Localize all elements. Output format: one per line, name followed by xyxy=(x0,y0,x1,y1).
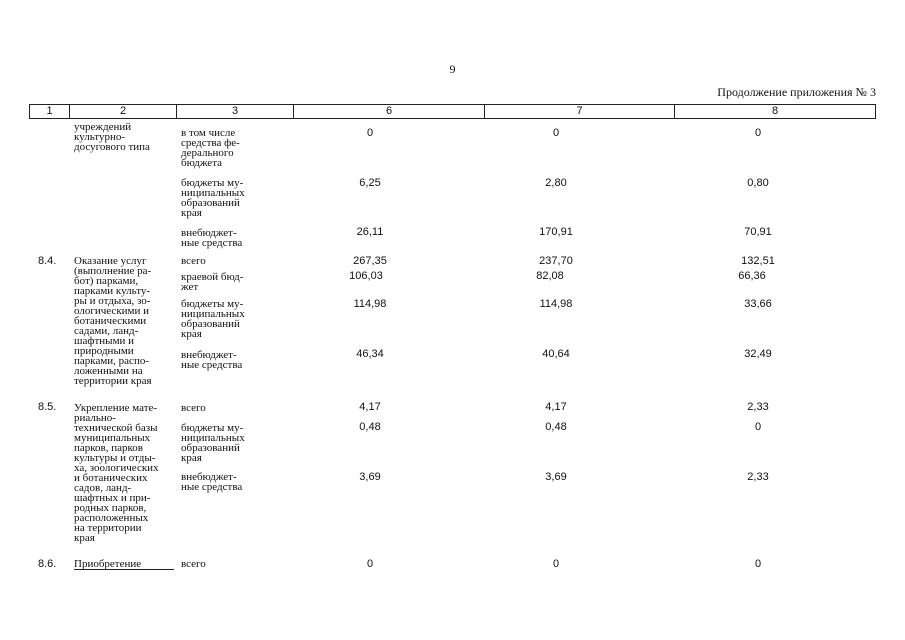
value-col-8: 0,80 xyxy=(747,177,769,189)
source-cell: бюджеты му- ниципальных образований края xyxy=(181,298,245,340)
source-cell: внебюджет- ные средства xyxy=(181,471,243,493)
header-col-6: 6 xyxy=(294,105,485,118)
source-cell: внебюджет- ные средства xyxy=(181,227,243,249)
source-cell: в том числе средства фе- дерального бюджета xyxy=(181,127,240,169)
value-col-6: 4,17 xyxy=(359,401,381,413)
header-col-8: 8 xyxy=(771,105,779,117)
source-cell: бюджеты му- ниципальных образований края xyxy=(181,177,245,219)
source-cell: бюджеты му- ниципальных образований края xyxy=(181,422,245,464)
value-col-8: 0 xyxy=(754,421,762,433)
value-col-7: 237,70 xyxy=(539,255,573,267)
value-col-6: 0,48 xyxy=(359,421,381,433)
header-col-3: 3 xyxy=(177,105,294,118)
value-col-8: 32,49 xyxy=(744,348,772,360)
value-col-6: 46,34 xyxy=(356,348,384,360)
value-col-7: 170,91 xyxy=(539,226,573,238)
row-name: Приобретение xyxy=(74,559,174,570)
source-cell: краевой бюд- жет xyxy=(181,271,244,293)
value-col-7: 0,48 xyxy=(545,421,567,433)
value-col-6: 6,25 xyxy=(359,177,381,189)
value-col-7: 3,69 xyxy=(545,471,567,483)
header-col-2: 2 xyxy=(70,105,177,118)
value-col-7: 4,17 xyxy=(545,401,567,413)
row-name: Укрепление мате- риально- технической базы муниципальных парков, парков культуры и отды- ха, зоологических и ботанических садов, ланд- шафтных и при- родных парков, расположенных на территории края xyxy=(74,402,159,544)
row-code: 8.6. xyxy=(38,558,57,570)
row-code: 8.5. xyxy=(38,401,57,413)
value-col-8: 66,36 xyxy=(738,270,766,282)
value-col-6: 0 xyxy=(366,558,374,570)
table-header-row xyxy=(29,104,876,119)
value-col-8: 2,33 xyxy=(747,471,769,483)
value-col-6: 114,98 xyxy=(353,298,387,310)
value-col-8: 2,33 xyxy=(747,401,769,413)
value-col-8: 33,66 xyxy=(744,298,772,310)
source-cell: всего xyxy=(181,402,206,414)
value-col-8: 0 xyxy=(754,558,762,570)
value-col-8: 70,91 xyxy=(744,226,772,238)
source-cell: всего xyxy=(181,255,206,267)
value-col-8: 0 xyxy=(754,127,762,139)
source-cell: всего xyxy=(181,558,206,570)
value-col-7: 82,08 xyxy=(536,270,564,282)
value-col-6: 267,35 xyxy=(353,255,387,267)
row-name: Оказание услуг (выполнение ра- бот) парками, парками культу- ры и отдыха, зо- ологическими и ботаническими садами, ланд- шафтными и природными парками, распо- ложенными на территории края xyxy=(74,255,152,387)
value-col-7: 0 xyxy=(552,127,560,139)
value-col-6: 106,03 xyxy=(349,270,383,282)
header-col-1: 1 xyxy=(30,105,70,118)
value-col-6: 0 xyxy=(366,127,374,139)
continuation-label: Продолжение приложения № 3 xyxy=(717,85,876,99)
value-col-8: 132,51 xyxy=(741,255,775,267)
value-col-7: 0 xyxy=(552,558,560,570)
value-col-6: 26,11 xyxy=(356,226,384,238)
row-code: 8.4. xyxy=(38,255,57,267)
row-name: учреждений культурно- досугового типа xyxy=(74,121,150,153)
source-cell: внебюджет- ные средства xyxy=(181,349,243,371)
value-col-7: 2,80 xyxy=(545,177,567,189)
page-number: 9 xyxy=(449,62,456,76)
value-col-7: 40,64 xyxy=(542,348,570,360)
value-col-7: 114,98 xyxy=(539,298,573,310)
value-col-6: 3,69 xyxy=(359,471,381,483)
header-col-7: 7 xyxy=(485,105,675,118)
